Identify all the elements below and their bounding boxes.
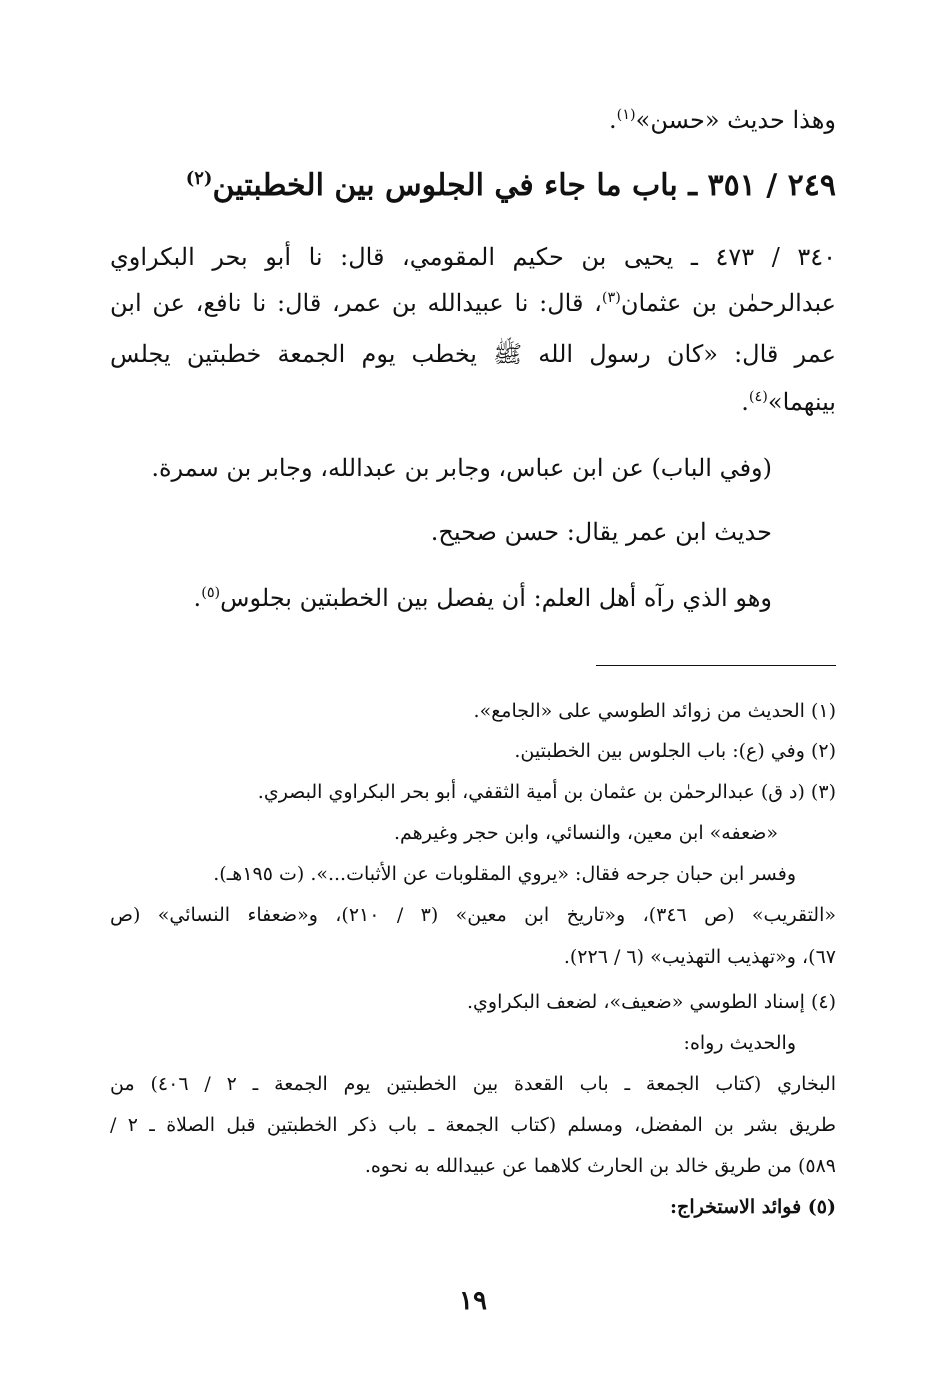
footnote-4-line-3: البخاري (كتاب الجمعة ـ باب القعدة بين الخطبتين يوم الجمعة ـ ٢ / ٤٠٦) من [110, 1073, 837, 1095]
footnote-ref-1: (١) [616, 107, 636, 123]
footnote-3-line-1: (٣) (د ق) عبدالرحمٰن بن عثمان بن أمية الثقفي، أبو بحر البكراوي البصري. [257, 781, 836, 803]
heading-text: ٢٤٩ / ٣٥١ ـ باب ما جاء في الجلوس بين الخطبتين [212, 168, 836, 203]
scholars-period: . [193, 584, 202, 612]
footnote-ref-2: (٢) [185, 168, 213, 189]
footnote-3-line-2: «ضعفه» ابن معين، والنسائي، وابن حجر وغيرهم. [394, 822, 778, 844]
footnote-separator [596, 665, 836, 666]
hadith-line-2 [110, 289, 836, 317]
scholars-text: وهو الذي رآه أهل العلم: أن يفصل بين الخطبتين بجلوس [220, 584, 772, 612]
hadith-line-4-text: بينهما» [767, 388, 836, 416]
hadith-line-4-period: . [741, 388, 749, 416]
footnote-3-line-5: ٦٧)، و«تهذيب التهذيب» (٦ / ٢٢٦). [563, 946, 836, 968]
footnote-4-line-4: طريق بشر بن المفضل، ومسلم (كتاب الجمعة ـ باب ذكر الخطبتين قبل الصلاة ـ ٢ / [110, 1114, 836, 1136]
footnote-5: (٥) فوائد الاستخراج: [670, 1196, 836, 1218]
bab-line: (وفي الباب) عن ابن عباس، وجابر بن عبدالله، وجابر بن سمرة. [151, 454, 772, 482]
chapter-heading [110, 168, 836, 203]
footnote-ref-5: (٥) [201, 585, 221, 601]
footnote-3-line-4: «التقريب» (ص ٣٤٦)، و«تاريخ ابن معين» (٣ / ٢١٠)، و«ضعفاء النسائي» (ص [110, 904, 836, 926]
footnote-4-line-5: ٥٨٩) من طريق خالد بن الحارث كلاهما عن عبيدالله به نحوه. [364, 1155, 836, 1177]
scholars-line [110, 584, 772, 612]
footnote-4-line-1: (٤) إسناد الطوسي «ضعيف»، لضعف البكراوي. [467, 991, 836, 1013]
document-page [110, 0, 836, 1382]
footnote-3-line-3: وفسر ابن حبان جرحه فقال: «يروي المقلوبات عن الأثبات...». (ت ١٩٥هـ). [213, 863, 796, 885]
footnote-ref-3: (٣) [601, 290, 621, 306]
hadith-line-2-b: ، قال: نا عبيدالله بن عمر، قال: نا نافع، عن ابن [110, 289, 602, 317]
page-number: ١٩ [459, 1286, 487, 1316]
hadith-line-3: عمر قال: «كان رسول الله ﷺ يخطب يوم الجمعة خطبتين يجلس [110, 340, 836, 368]
hadith-line-4 [110, 388, 836, 416]
grade-line: حديث ابن عمر يقال: حسن صحيح. [430, 518, 772, 546]
footnote-2: (٢) وفي (ع): باب الجلوس بين الخطبتين. [514, 740, 836, 762]
hadith-line-2-a: عبدالرحمٰن بن عثمان [620, 289, 837, 317]
footnote-4-line-2: والحديث رواه: [683, 1032, 796, 1054]
opening-text: وهذا حديث «حسن» [635, 106, 836, 134]
opening-line [110, 106, 836, 134]
opening-period: . [609, 106, 617, 134]
hadith-line-1: ٣٤٠ / ٤٧٣ ـ يحيى بن حكيم المقومي، قال: نا أبو بحر البكراوي [110, 243, 837, 271]
footnote-ref-4: (٤) [748, 389, 768, 405]
footnote-1: (١) الحديث من زوائد الطوسي على «الجامع». [473, 700, 836, 722]
